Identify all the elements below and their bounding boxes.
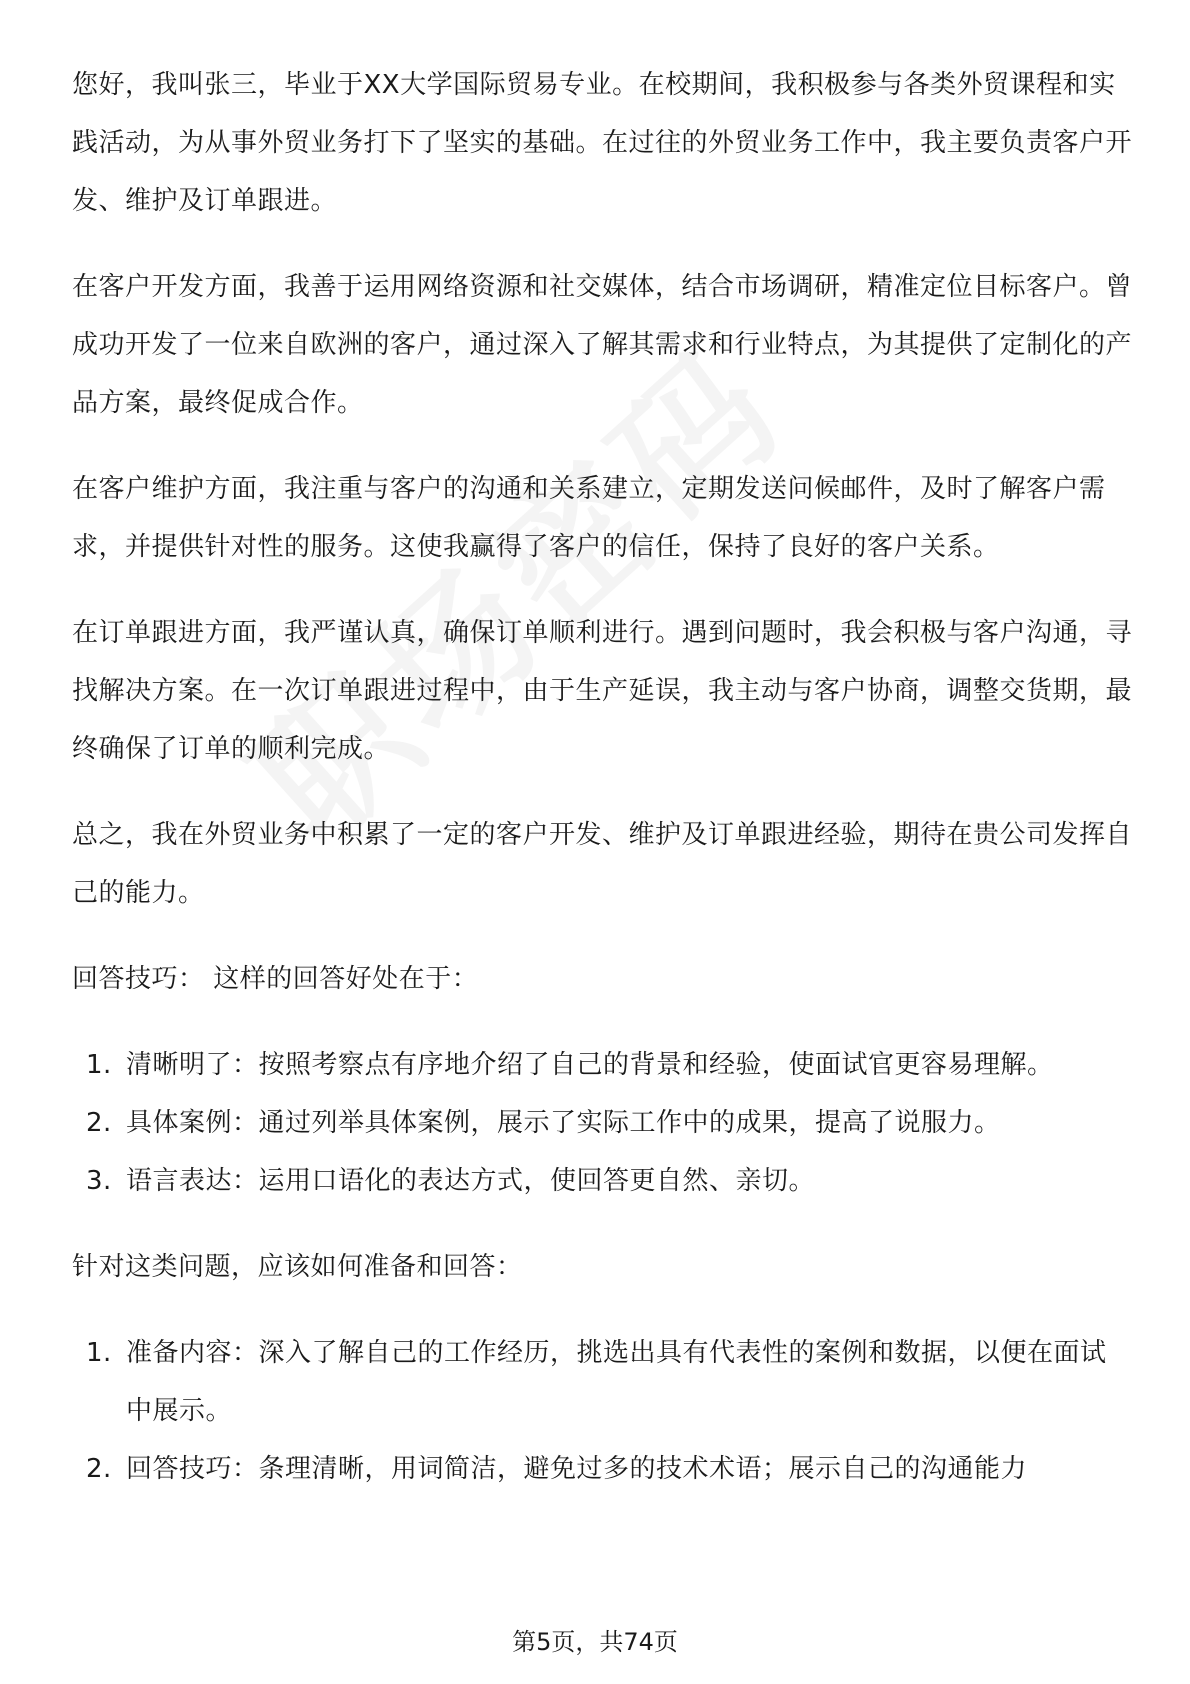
list-item [72,1036,1132,1094]
paragraph-client-maintenance: 在客户维护方面，我注重与客户的沟通和关系建立，定期发送问候邮件，及时了解客户需求，并提供针对性的服务。这使我赢得了客户的信任，保持了良好的客户关系。 [72,474,1106,562]
document-body [72,56,1132,1526]
list-item-text: 清晰明了：按照考察点有序地介绍了自己的背景和经验，使面试官更容易理解。 [126,1050,1054,1080]
list-item-text: 语言表达：运用口语化的表达方式，使回答更自然、亲切。 [126,1166,816,1196]
list-number: 1. [86,1338,112,1368]
tips-list [72,1036,1132,1210]
list-item [72,1440,1132,1498]
prep-list [72,1324,1132,1498]
paragraph-summary: 总之，我在外贸业务中积累了一定的客户开发、维护及订单跟进经验，期待在贵公司发挥自己的能力。 [72,820,1133,908]
list-item [72,1152,1132,1210]
prep-heading: 针对这类问题，应该如何准备和回答： [72,1252,523,1282]
list-item [72,1094,1132,1152]
paragraph-order-followup: 在订单跟进方面，我严谨认真，确保订单顺利进行。遇到问题时，我会积极与客户沟通，寻找解决方案。在一次订单跟进过程中，由于生产延误，我主动与客户协商，调整交货期，最终确保了订单的顺利完成。 [72,618,1133,764]
list-number: 2. [86,1108,112,1138]
paragraph-intro: 您好，我叫张三，毕业于XX大学国际贸易专业。在校期间，我积极参与各类外贸课程和实践活动，为从事外贸业务打下了坚实的基础。在过往的外贸业务工作中，我主要负责客户开发、维护及订单跟进。 [72,70,1133,216]
list-item-text: 回答技巧：条理清晰，用词简洁，避免过多的技术术语；展示自己的沟通能力 [126,1454,1028,1484]
page-footer: 第5页，共74页 [512,1628,678,1656]
list-number: 2. [86,1454,112,1484]
list-number: 3. [86,1166,112,1196]
list-item [72,1324,1132,1440]
list-item-text: 准备内容：深入了解自己的工作经历，挑选出具有代表性的案例和数据，以便在面试中展示。 [126,1338,1107,1426]
tips-heading: 回答技巧： 这样的回答好处在于： [72,964,479,994]
list-item-text: 具体案例：通过列举具体案例，展示了实际工作中的成果，提高了说服力。 [126,1108,1001,1138]
list-number: 1. [86,1050,112,1080]
paragraph-client-development: 在客户开发方面，我善于运用网络资源和社交媒体，结合市场调研，精准定位目标客户。曾成功开发了一位来自欧洲的客户，通过深入了解其需求和行业特点，为其提供了定制化的产品方案，最终促成合作。 [72,272,1133,418]
